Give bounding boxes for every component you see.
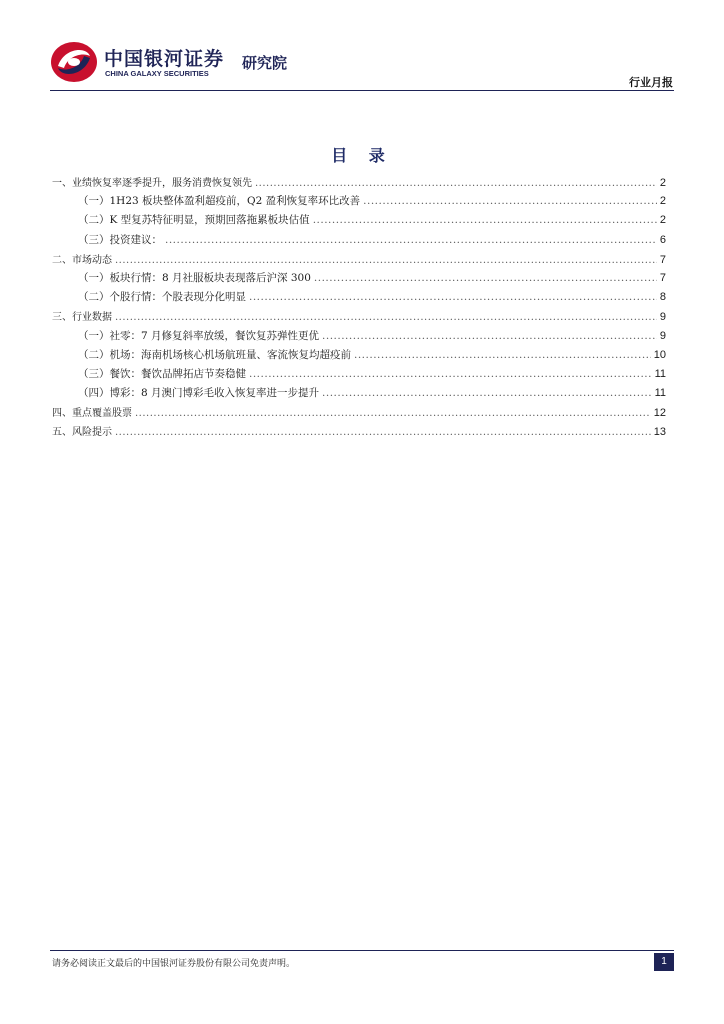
toc-entry-text: （一）1H23 板块整体盈利超疫前，Q2 盈利恢复率环比改善 <box>78 195 361 208</box>
toc-entry-text: （一）板块行情：8 月社服板块表现落后沪深 300 <box>78 271 311 284</box>
institute-name: 研究院 <box>242 54 288 72</box>
toc-entry[interactable] <box>52 251 666 270</box>
dot-leader <box>115 312 657 323</box>
toc-entry[interactable] <box>52 423 666 442</box>
page-number: 1 <box>654 953 674 971</box>
toc-entry-page: 13 <box>653 426 666 439</box>
toc-entry-text: （三）投资建议： <box>78 233 162 246</box>
toc-entry-text: 二、市场动态 <box>52 254 112 266</box>
brand-name-en: CHINA GALAXY SECURITIES <box>105 69 209 78</box>
dot-leader <box>314 272 657 284</box>
toc-entry-page: 10 <box>653 348 666 361</box>
toc-entry-text: 一、业绩恢复率逐季提升，服务消费恢复领先 <box>52 178 252 189</box>
toc-entry-text: （四）博彩：8 月澳门博彩毛收入恢复率进一步提升 <box>78 387 320 400</box>
dot-leader <box>115 427 651 438</box>
toc-entry-page: 7 <box>659 253 666 266</box>
report-type-label: 行业月报 <box>629 76 673 89</box>
disclaimer-text: 请务必阅读正文最后的中国银河证券股份有限公司免责声明。 <box>52 959 296 969</box>
dot-leader <box>249 368 652 380</box>
toc-entry-page: 11 <box>654 387 666 400</box>
toc-title: 目 录 <box>331 146 393 165</box>
dot-leader <box>322 330 657 342</box>
dot-leader <box>135 408 651 419</box>
toc-entry[interactable] <box>52 385 666 404</box>
header-divider <box>50 90 674 91</box>
toc-entry-text: 四、重点覆盖股票 <box>52 408 132 420</box>
dot-leader <box>322 387 652 399</box>
toc-entry-page: 7 <box>659 271 666 284</box>
toc-entry-text: （一）社零：7 月修复斜率放缓，餐饮复苏弹性更优 <box>78 329 320 342</box>
toc-entry[interactable] <box>52 404 666 423</box>
galaxy-swirl-logo-icon <box>50 40 98 84</box>
toc-entry-text: 三、行业数据 <box>52 312 112 324</box>
dot-leader <box>363 195 657 207</box>
toc-entry[interactable] <box>52 366 666 385</box>
dot-leader <box>354 349 651 361</box>
dot-leader <box>165 234 657 246</box>
toc-entry[interactable] <box>52 347 666 366</box>
dot-leader <box>255 178 657 189</box>
toc-entry[interactable] <box>52 193 666 212</box>
toc-entry-text: （二）个股行情：个股表现分化明显 <box>78 291 246 304</box>
toc-entry[interactable] <box>52 212 666 231</box>
toc-entry[interactable] <box>52 308 666 327</box>
toc-entry-page: 8 <box>659 291 666 304</box>
toc-entry-text: （二）K 型复苏特征明显，预期回落拖累板块估值 <box>78 214 310 227</box>
table-of-contents <box>52 174 666 443</box>
toc-entry-page: 2 <box>659 195 666 208</box>
toc-entry-page: 9 <box>659 329 666 342</box>
toc-entry-text: （二）机场：海南机场核心机场航班量、客流恢复均超疫前 <box>78 348 351 361</box>
footer-divider <box>50 950 674 951</box>
dot-leader <box>249 291 657 303</box>
toc-entry[interactable] <box>52 328 666 347</box>
toc-entry-page: 2 <box>659 177 666 189</box>
toc-entry-page: 11 <box>654 367 666 380</box>
toc-entry-page: 6 <box>659 233 666 246</box>
toc-entry-text: 五、风险提示 <box>52 427 112 439</box>
toc-entry[interactable] <box>52 174 666 193</box>
toc-entry[interactable] <box>52 270 666 289</box>
toc-entry[interactable] <box>52 289 666 308</box>
toc-entry-text: （三）餐饮：餐饮品牌拓店节奏稳健 <box>78 367 246 380</box>
brand-name-cn: 中国银河证券 <box>104 48 225 70</box>
dot-leader <box>115 255 657 266</box>
toc-entry[interactable] <box>52 232 666 251</box>
dot-leader <box>313 214 657 226</box>
toc-entry-page: 12 <box>653 407 666 420</box>
toc-entry-page: 2 <box>659 214 666 227</box>
toc-entry-page: 9 <box>659 311 666 324</box>
